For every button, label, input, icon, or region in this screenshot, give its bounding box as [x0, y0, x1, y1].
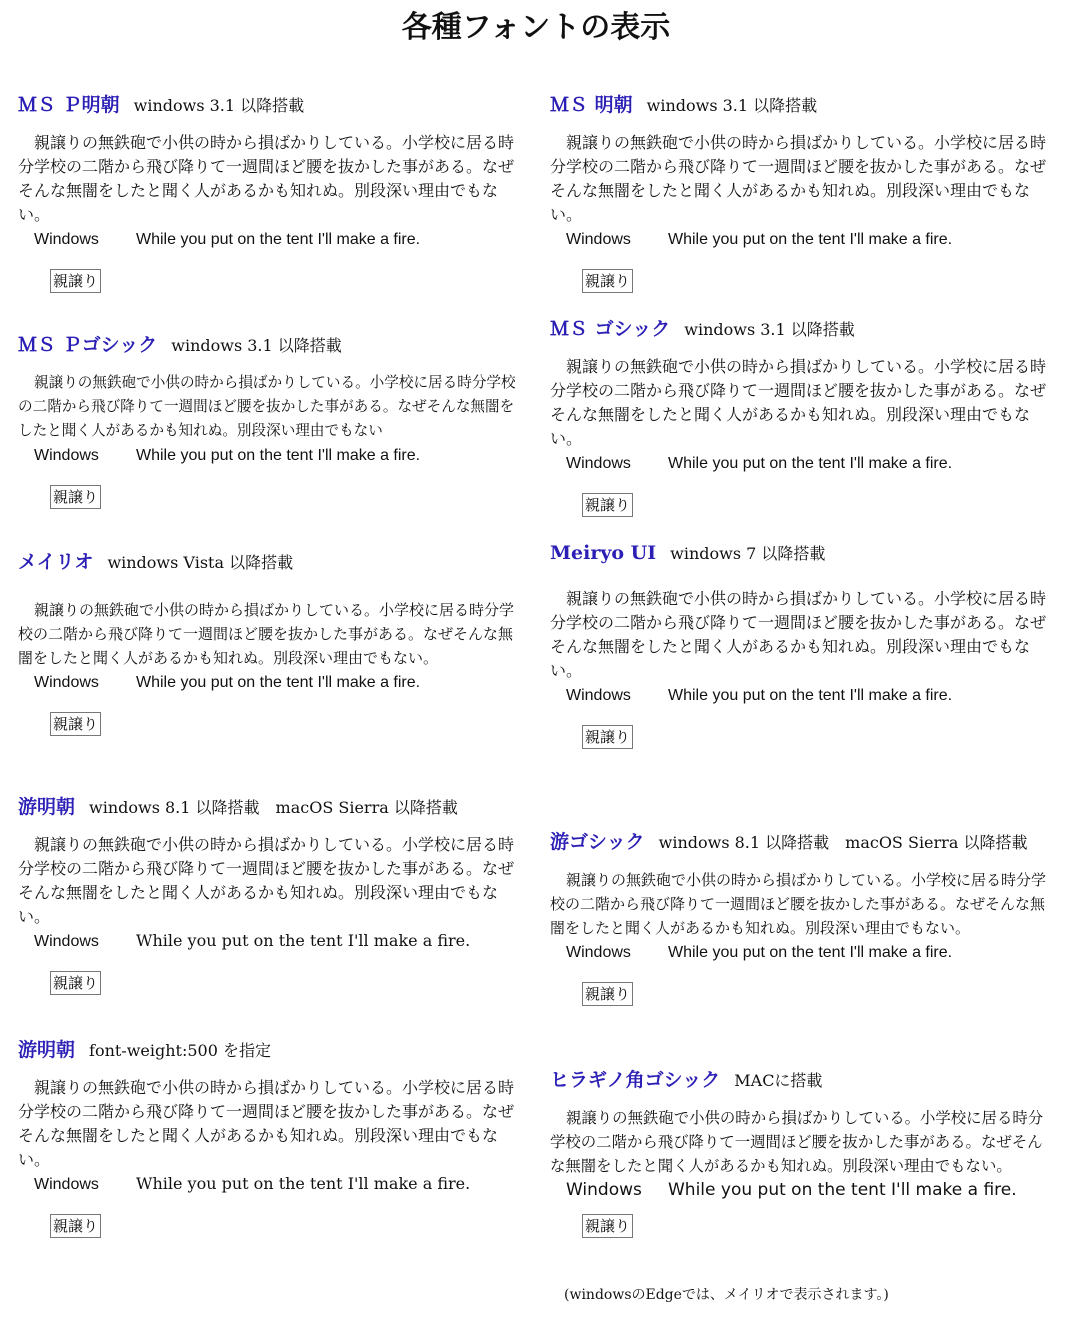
- sample-button[interactable]: 親譲り: [582, 493, 633, 517]
- english-sentence: While you put on the tent I'll make a fire.: [668, 231, 953, 248]
- sample-english-line: [18, 227, 518, 252]
- sample-japanese-text: 親譲りの無鉄砲で小供の時から損ばかりしている。小学校に居る時分学校の二階から飛び降りて一週間ほど腰を抜かした事がある。なぜそんな無闇をしたと聞く人があるかも知れぬ。別段深い理由でもない。: [18, 1078, 515, 1169]
- section-yu-gothic: [550, 828, 1050, 1006]
- font-name: ＭＳ Ｐゴシック: [18, 334, 158, 356]
- sample-english-line: [18, 670, 518, 695]
- english-sentence: While you put on the tent I'll make a fire.: [136, 674, 421, 691]
- sample-button[interactable]: 親譲り: [50, 269, 101, 293]
- section-heading: [18, 548, 518, 576]
- sample-english-line: [18, 443, 518, 468]
- windows-label: Windows: [566, 1180, 642, 1200]
- section-ms-pmincho: [18, 91, 518, 293]
- footnote: (windowsのEdgeでは、メイリオで表示されます。): [564, 1287, 889, 1303]
- sample-button[interactable]: 親譲り: [582, 982, 633, 1006]
- sample-japanese-text: 親譲りの無鉄砲で小供の時から損ばかりしている。小学校に居る時分学校の二階から飛び降りて一週間ほど腰を抜かした事がある。なぜそんな無闇をしたと聞く人があるかも知れぬ。別段深い理由でもない。: [18, 133, 515, 224]
- section-heading: [18, 91, 518, 119]
- sample-english-line: [550, 1178, 1050, 1202]
- font-note: windows 3.1 以降搭載: [133, 96, 305, 115]
- sample-english-line: [550, 451, 1050, 476]
- section-ms-pgothic: [18, 331, 518, 509]
- section-ms-mincho: [550, 91, 1050, 293]
- font-name: 游ゴシック: [550, 831, 645, 853]
- font-note: windows 3.1 以降搭載: [171, 336, 342, 355]
- section-hiragino: [550, 1066, 1050, 1238]
- english-sentence: While you put on the tent I'll make a fire.: [136, 931, 471, 950]
- sample-button[interactable]: 親譲り: [582, 1214, 633, 1238]
- font-note: windows Vista 以降搭載: [107, 553, 294, 572]
- font-name: ＭＳ 明朝: [550, 94, 633, 116]
- sample-japanese-text: 親譲りの無鉄砲で小供の時から損ばかりしている。小学校に居る時分学校の二階から飛び降りて一週間ほど腰を抜かした事がある。なぜそんな無闇をしたと聞く人があるかも知れぬ。別段深い理由でもない。: [550, 1109, 1044, 1175]
- sample-english-line: [550, 683, 1050, 708]
- windows-label: Windows: [566, 687, 631, 704]
- section-heading: [550, 315, 1050, 343]
- sample-japanese-text: 親譲りの無鉄砲で小供の時から損ばかりしている。小学校に居る時分学校の二階から飛び降りて一週間ほど腰を抜かした事がある。なぜそんな無闇をしたと聞く人があるかも知れぬ。別段深い理由でもない。: [550, 589, 1047, 680]
- windows-label: Windows: [34, 1176, 99, 1193]
- font-name: 游明朝: [18, 796, 76, 818]
- windows-label: Windows: [34, 447, 99, 464]
- english-sentence: While you put on the tent I'll make a fire.: [136, 231, 421, 248]
- font-note: windows 3.1 以降搭載: [684, 320, 855, 339]
- sample-japanese-text: 親譲りの無鉄砲で小供の時から損ばかりしている。小学校に居る時分学校の二階から飛び降りて一週間ほど腰を抜かした事がある。なぜそんな無闇をしたと聞く人があるかも知れぬ。別段深い理由でもない。: [550, 357, 1047, 448]
- page-title: 各種フォントの表示: [401, 10, 671, 45]
- font-note: windows 8.1 以降搭載 macOS Sierra 以降搭載: [658, 833, 1028, 852]
- sample-english-line: [18, 1172, 518, 1197]
- sample-japanese-text: 親譲りの無鉄砲で小供の時から損ばかりしている。小学校に居る時分学校の二階から飛び降りて一週間ほど腰を抜かした事がある。なぜそんな無闇をしたと聞く人があるかも知れぬ。別段深い理由でもない。: [18, 835, 515, 926]
- section-heading: [18, 793, 518, 821]
- section-meiryo-ui: [550, 539, 1050, 749]
- sample-english-line: [550, 227, 1050, 252]
- windows-label: Windows: [34, 231, 99, 248]
- sample-japanese-text: 親譲りの無鉄砲で小供の時から損ばかりしている。小学校に居る時分学校の二階から飛び降りて一週間ほど腰を抜かした事がある。なぜそんな無闇をしたと聞く人があるかも知れぬ。別段深い理由でもない。: [550, 133, 1047, 224]
- section-heading: [550, 1066, 1050, 1094]
- font-note: font-weight:500 を指定: [89, 1041, 271, 1060]
- section-yu-mincho: [18, 793, 518, 995]
- english-sentence: While you put on the tent I'll make a fire.: [668, 455, 953, 472]
- font-name: 游明朝: [18, 1039, 76, 1061]
- section-yu-mincho-500: [18, 1036, 518, 1238]
- sample-button[interactable]: 親譲り: [50, 971, 101, 995]
- font-name: メイリオ: [18, 551, 94, 573]
- section-heading: [18, 1036, 518, 1064]
- sample-japanese-text: 親譲りの無鉄砲で小供の時から損ばかりしている。小学校に居る時分学校の二階から飛び降りて一週間ほど腰を抜かした事がある。なぜそんな無闇をしたと聞く人があるかも知れぬ。別段深い理由でもない。: [18, 601, 515, 667]
- windows-label: Windows: [566, 455, 631, 472]
- sample-english-line: [18, 929, 518, 954]
- windows-label: Windows: [566, 231, 631, 248]
- english-sentence: While you put on the tent I'll make a fire.: [668, 1180, 1017, 1200]
- sample-japanese-text: 親譲りの無鉄砲で小供の時から損ばかりしている。小学校に居る時分学校の二階から飛び降りて一週間ほど腰を抜かした事がある。なぜそんな無闇をしたと聞く人があるかも知れぬ。別段深い理由でもない: [18, 374, 516, 439]
- windows-label: Windows: [34, 674, 99, 691]
- windows-label: Windows: [566, 944, 631, 961]
- font-name: Meiryo UI: [550, 542, 657, 564]
- font-note: windows 8.1 以降搭載 macOS Sierra 以降搭載: [89, 798, 458, 817]
- font-name: ＭＳ ゴシック: [550, 318, 671, 340]
- sample-english-line: [550, 940, 1050, 965]
- font-note: MACに搭載: [734, 1071, 823, 1090]
- sample-button[interactable]: 親譲り: [582, 269, 633, 293]
- english-sentence: While you put on the tent I'll make a fire.: [136, 447, 421, 464]
- section-heading: [18, 331, 518, 359]
- sample-button[interactable]: 親譲り: [50, 712, 101, 736]
- sample-button[interactable]: 親譲り: [50, 1214, 101, 1238]
- font-name: ＭＳ Ｐ明朝: [18, 94, 120, 116]
- sample-button[interactable]: 親譲り: [50, 485, 101, 509]
- section-ms-gothic: [550, 315, 1050, 517]
- font-name: ヒラギノ角ゴシック: [550, 1069, 721, 1091]
- english-sentence: While you put on the tent I'll make a fire.: [668, 687, 953, 704]
- font-note: windows 7 以降搭載: [670, 544, 826, 563]
- section-heading: [550, 539, 1050, 567]
- english-sentence: While you put on the tent I'll make a fire.: [136, 1174, 471, 1193]
- english-sentence: While you put on the tent I'll make a fire.: [668, 944, 953, 961]
- section-meiryo: [18, 548, 518, 736]
- sample-button[interactable]: 親譲り: [582, 725, 633, 749]
- section-heading: [550, 828, 1050, 856]
- font-note: windows 3.1 以降搭載: [646, 96, 818, 115]
- sample-japanese-text: 親譲りの無鉄砲で小供の時から損ばかりしている。小学校に居る時分学校の二階から飛び降りて一週間ほど腰を抜かした事がある。なぜそんな無闇をしたと聞く人があるかも知れぬ。別段深い理由でもない。: [550, 871, 1047, 937]
- windows-label: Windows: [34, 933, 99, 950]
- section-heading: [550, 91, 1050, 119]
